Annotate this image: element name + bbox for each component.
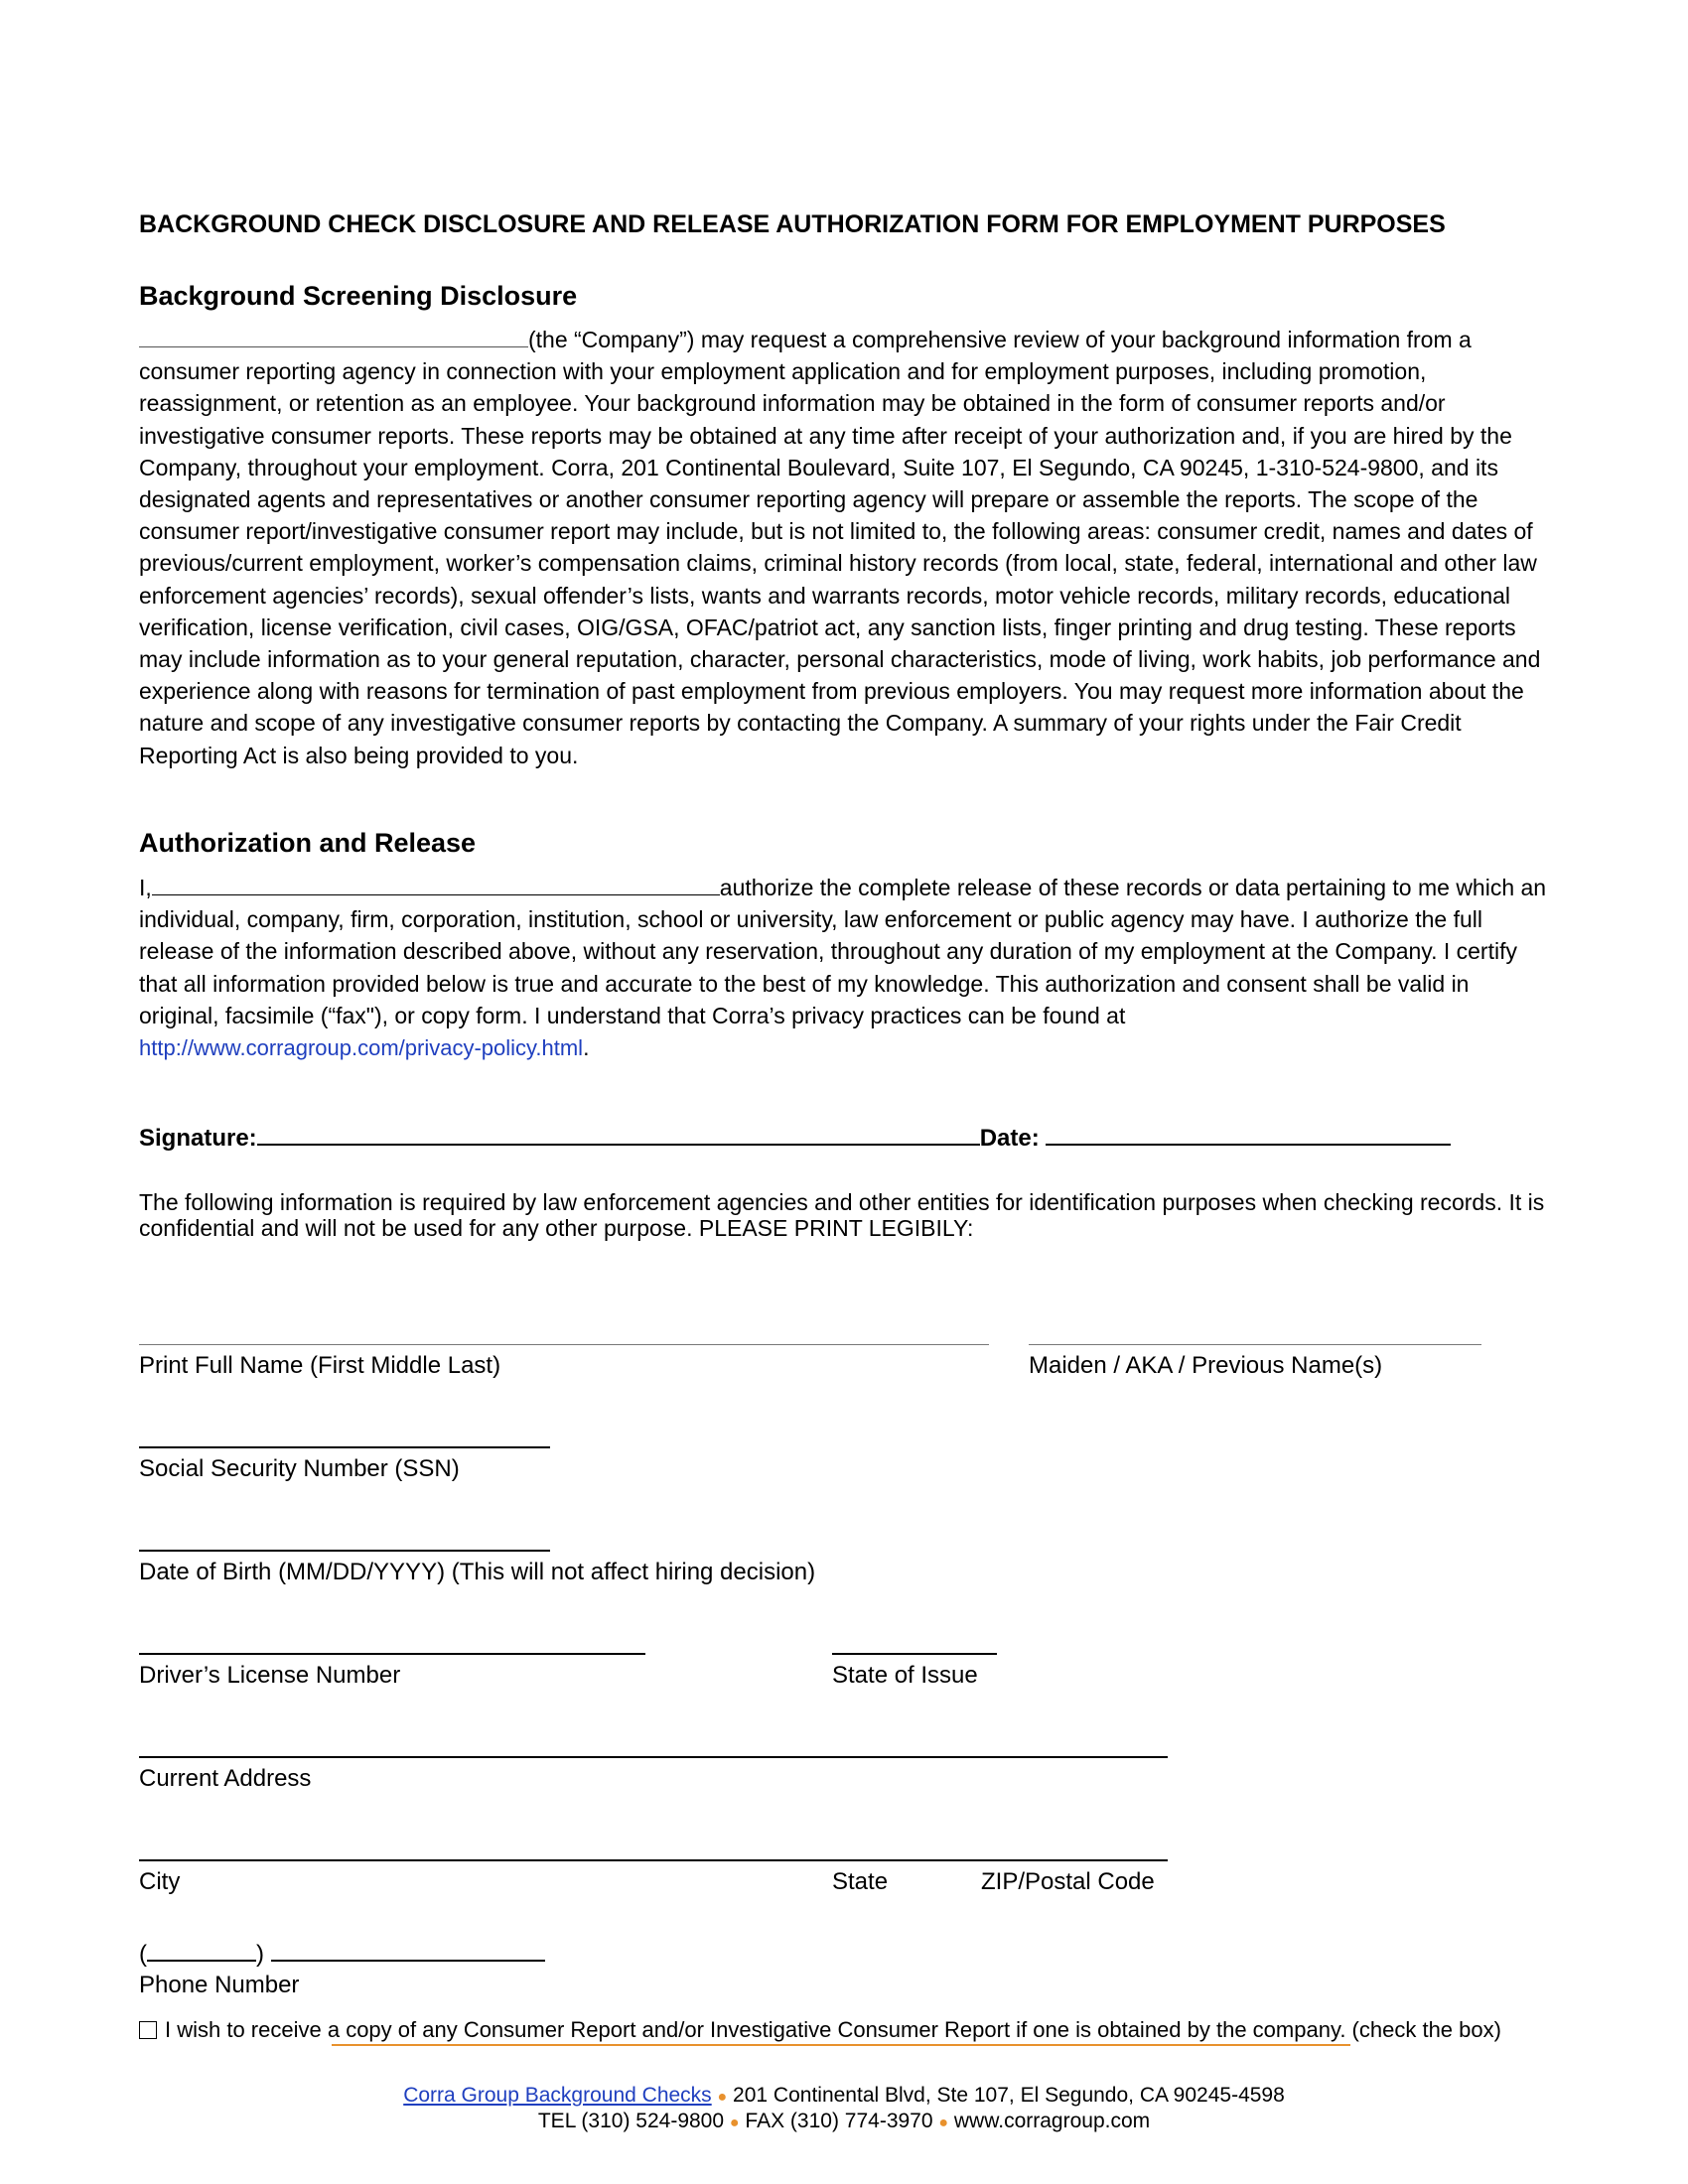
signature-label: Signature: bbox=[139, 1125, 257, 1152]
footer-line-2 bbox=[0, 2109, 1688, 2136]
footer-separator: ● bbox=[717, 2089, 728, 2106]
phone-number-field[interactable] bbox=[271, 1936, 545, 1962]
authorization-paragraph bbox=[139, 872, 1549, 1064]
copy-request-text: I wish to receive a copy of any Consumer Report and/or Investigative Consumer Report if one is obtained by the company. (check the box) bbox=[165, 2017, 1501, 2042]
disclosure-paragraph bbox=[139, 324, 1549, 771]
date-label: Date: bbox=[979, 1125, 1040, 1152]
date-field[interactable] bbox=[1046, 1120, 1451, 1146]
footer-tel: TEL (310) 524‑9800 bbox=[537, 2110, 725, 2132]
city-state-zip-line[interactable] bbox=[139, 1859, 1168, 1861]
zip-label: ZIP/Postal Code bbox=[981, 1868, 1155, 1895]
orange-underline bbox=[332, 2044, 1350, 2046]
phone-label: Phone Number bbox=[139, 1972, 300, 1998]
form-title: BACKGROUND CHECK DISCLOSURE AND RELEASE AUTHORIZATION FORM FOR EMPLOYMENT PURPOSES bbox=[139, 210, 1446, 238]
footer-separator: ● bbox=[729, 2115, 740, 2131]
disclosure-heading: Background Screening Disclosure bbox=[139, 281, 578, 311]
phone-close-paren: ) bbox=[256, 1941, 264, 1968]
full-name-label: Print Full Name (First Middle Last) bbox=[139, 1352, 501, 1379]
disclosure-text: (the “Company”) may request a comprehensive review of your background information from a consumer reporting agency in connection with your employment application and for employment purposes, including promotion, reassignment, or retention as an employee. Your background information may be obtained in the form of consumer reports and/or investigative consumer reports. These reports may be obtained at any time after receipt of your authorization and, if you are hired by the Company, throughout your employment. Corra, 201 Continental Boulevard, Suite 107, El Segundo, CA 90245, 1‑310‑524‑9800, and its designated agents and representatives or another consumer reporting agency will prepare or assemble the reports. The scope of the consumer report/investigative consumer report may include, but is not limited to, the following areas: consumer credit, names and dates of previous/current employment, worker’s compensation claims, criminal history records (from local, state, federal, international and other law enforcement agencies’ records), sexual offender’s lists, wants and warrants records, motor vehicle records, military records, educational verification, license verification, civil cases, OIG/GSA, OFAC/patriot act, any sanction lists, finger printing and drug testing. These reports may include information as to your general reputation, character, personal characteristics, mode of living, work habits, job performance and experience along with reasons for termination of past employment from previous employers. You may request more information about the nature and scope of any investigative consumer reports by contacting the Company. A summary of your rights under the Fair Credit Reporting Act is also being provided to you. bbox=[139, 327, 1541, 768]
maiden-name-line[interactable] bbox=[1029, 1344, 1481, 1345]
dob-label: Date of Birth (MM/DD/YYYY) (This will not affect hiring decision) bbox=[139, 1559, 816, 1585]
address-label: Current Address bbox=[139, 1765, 312, 1792]
license-label: Driver’s License Number bbox=[139, 1662, 401, 1689]
state-of-issue-label: State of Issue bbox=[832, 1662, 978, 1689]
maiden-name-label: Maiden / AKA / Previous Name(s) bbox=[1029, 1352, 1383, 1379]
ssn-line[interactable] bbox=[139, 1446, 550, 1448]
ssn-label: Social Security Number (SSN) bbox=[139, 1455, 460, 1482]
dob-line[interactable] bbox=[139, 1550, 550, 1552]
city-label: City bbox=[139, 1868, 181, 1895]
full-name-line[interactable] bbox=[139, 1344, 989, 1345]
authorization-text: authorize the complete release of these records or data pertaining to me which an individual, company, firm, corporation, institution, school or university, law enforcement or public agency may have. I authorize the full release of the information described above, without any reservation, throughout any duration of my employment at the Company. I certify that all information provided below is true and accurate to the best of my knowledge. This authorization and consent shall be valid in original, facsimile (“fax"), or copy form. I understand that Corra’s privacy practices can be found at bbox=[139, 875, 1547, 1028]
phone-field bbox=[139, 1936, 545, 1969]
address-line[interactable] bbox=[139, 1756, 1168, 1758]
area-code-field[interactable] bbox=[147, 1936, 256, 1962]
state-of-issue-line[interactable] bbox=[832, 1653, 997, 1655]
corra-group-link[interactable]: Corra Group Background Checks bbox=[403, 2084, 712, 2107]
signature-row bbox=[139, 1120, 1451, 1153]
authorization-prefix: I, bbox=[139, 875, 152, 900]
privacy-url-suffix: . bbox=[583, 1034, 590, 1061]
footer-separator: ● bbox=[938, 2115, 949, 2131]
company-name-blank[interactable] bbox=[139, 324, 528, 347]
signature-field[interactable] bbox=[257, 1120, 980, 1146]
info-notice: The following information is required by law enforcement agencies and other entities for identification purposes when checking records. It is confidential and will not be used for any other purpose. PLEASE PRINT LEGIBILY: bbox=[139, 1189, 1545, 1241]
footer-web: www.corragroup.com bbox=[953, 2110, 1151, 2132]
copy-request-row bbox=[139, 2017, 1501, 2043]
license-line[interactable] bbox=[139, 1653, 645, 1655]
state-label: State bbox=[832, 1868, 889, 1895]
authorization-heading: Authorization and Release bbox=[139, 828, 477, 858]
applicant-name-blank[interactable] bbox=[152, 872, 720, 895]
footer-address: 201 Continental Blvd, Ste 107, El Segundo, CA 90245‑4598 bbox=[733, 2084, 1285, 2107]
phone-open-paren: ( bbox=[139, 1941, 147, 1968]
footer-line-1 bbox=[0, 2083, 1688, 2111]
copy-request-checkbox[interactable] bbox=[139, 2021, 157, 2039]
footer-fax: FAX (310) 774‑3970 bbox=[745, 2110, 933, 2132]
privacy-policy-link[interactable]: http://www.corragroup.com/privacy-policy.html bbox=[139, 1035, 584, 1061]
